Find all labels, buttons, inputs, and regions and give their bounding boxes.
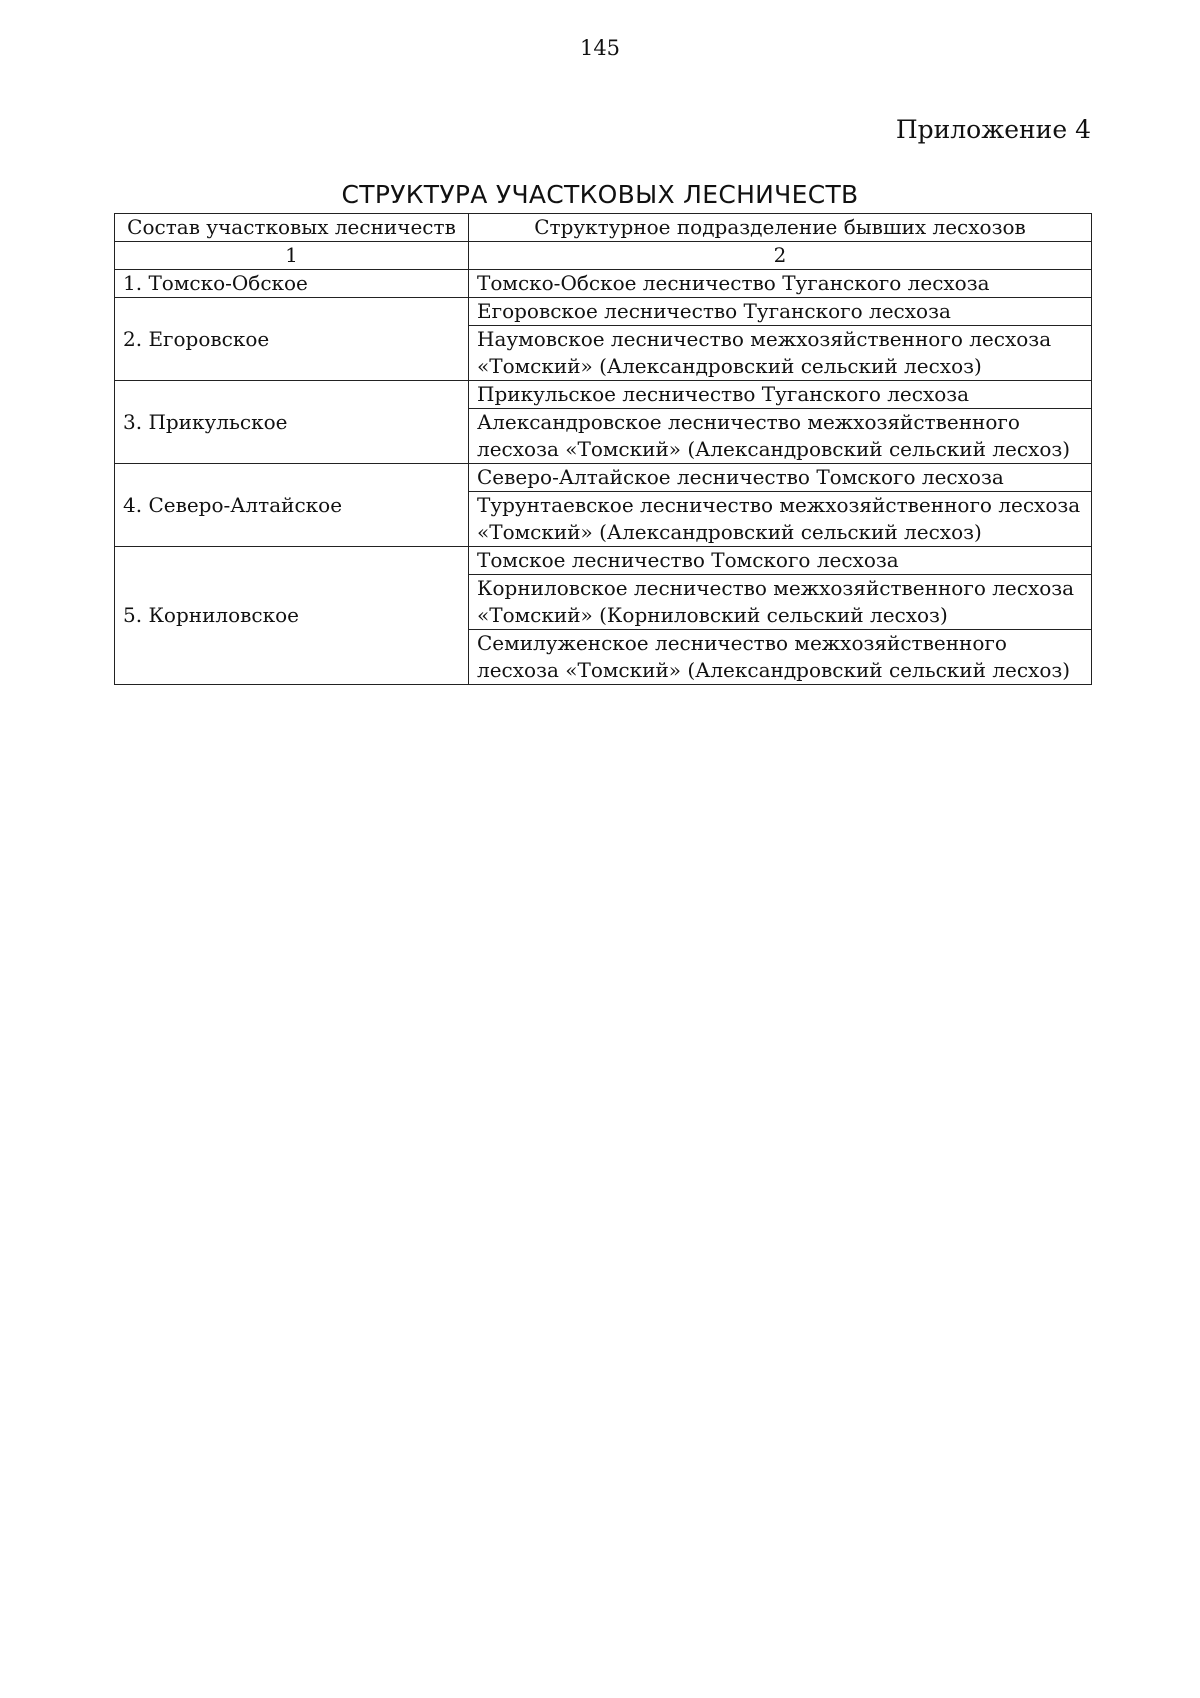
forestry-structure-table (114, 213, 1092, 685)
forestry-name: 1. Томско-Обское (115, 270, 469, 298)
table-row (115, 381, 1092, 409)
former-division: Семилуженское лесничество межхозяйственного лесхоза «Томский» (Александровский сельский лесхоз) (469, 630, 1092, 685)
former-division: Северо-Алтайское лесничество Томского лесхоза (469, 464, 1092, 492)
former-division: Александровское лесничество межхозяйственного лесхоза «Томский» (Александровский сельский лесхоз) (469, 409, 1092, 464)
table-row (115, 464, 1092, 492)
page-number: 145 (579, 36, 621, 60)
appendix-label: Приложение 4 (895, 115, 1091, 144)
forestry-name: 2. Егоровское (115, 298, 469, 381)
forestry-name: 4. Северо-Алтайское (115, 464, 469, 547)
table-row (115, 547, 1092, 575)
column-header-composition: Состав участковых лесничеств (115, 214, 469, 242)
document-title: СТРУКТУРА УЧАСТКОВЫХ ЛЕСНИЧЕСТВ (341, 180, 859, 209)
table-row (115, 270, 1092, 298)
former-division: Егоровское лесничество Туганского лесхоза (469, 298, 1092, 326)
former-division: Томско-Обское лесничество Туганского лесхоза (469, 270, 1092, 298)
former-division: Наумовское лесничество межхозяйственного лесхоза «Томский» (Александровский сельский лесхоз) (469, 326, 1092, 381)
column-number-1: 1 (115, 242, 469, 270)
former-division: Прикульское лесничество Туганского лесхоза (469, 381, 1092, 409)
former-division: Томское лесничество Томского лесхоза (469, 547, 1092, 575)
column-number-2: 2 (469, 242, 1092, 270)
former-division: Турунтаевское лесничество межхозяйственного лесхоза «Томский» (Александровский сельский лесхоз) (469, 492, 1092, 547)
forestry-name: 5. Корниловское (115, 547, 469, 685)
forestry-name: 3. Прикульское (115, 381, 469, 464)
former-division: Корниловское лесничество межхозяйственного лесхоза «Томский» (Корниловский сельский лесхоз) (469, 575, 1092, 630)
column-number-row (115, 242, 1092, 270)
table-row (115, 298, 1092, 326)
column-header-division: Структурное подразделение бывших лесхозов (469, 214, 1092, 242)
table-header-row (115, 214, 1092, 242)
